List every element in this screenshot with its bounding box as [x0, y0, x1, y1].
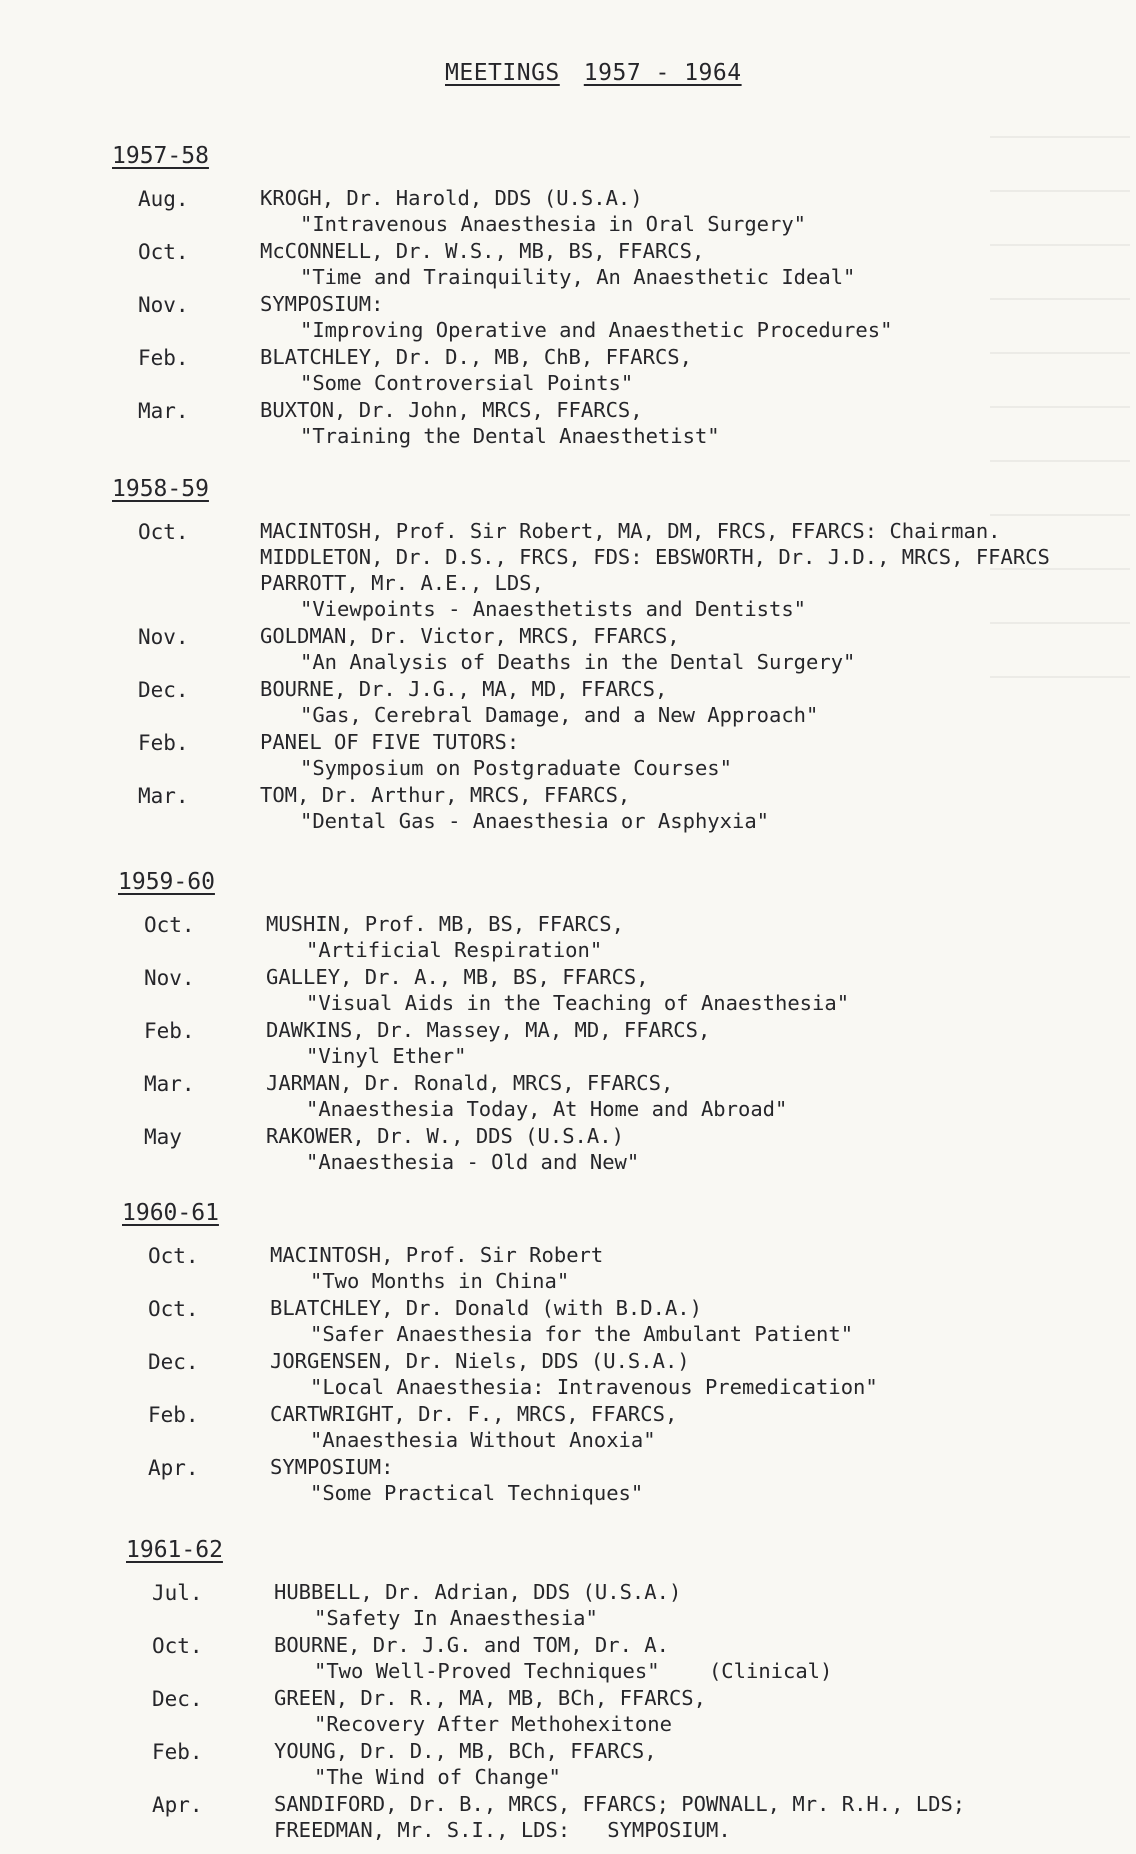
month-label: Feb. [144, 1019, 195, 1043]
topic-line: "Improving Operative and Anaesthetic Procedures" [300, 318, 893, 342]
topic-line: "Gas, Cerebral Damage, and a New Approach" [300, 703, 819, 727]
topic-line: "An Analysis of Deaths in the Dental Surgery" [300, 650, 856, 674]
speaker-line: JARMAN, Dr. Ronald, MRCS, FFARCS, [266, 1071, 674, 1095]
meeting-entry [110, 782, 1050, 834]
speaker-line: BLATCHLEY, Dr. D., MB, ChB, FFARCS, [260, 345, 692, 369]
month-label: Oct. [148, 1244, 199, 1268]
speaker-line: SANDIFORD, Dr. B., MRCS, FFARCS; POWNALL, Mr. R.H., LDS; [274, 1792, 966, 1816]
speaker-line: JORGENSEN, Dr. Niels, DDS (U.S.A.) [270, 1349, 690, 1373]
topic-line: "Local Anaesthesia: Intravenous Premedication" [310, 1375, 878, 1399]
month-label: Jul. [152, 1581, 203, 1605]
month-label: Feb. [138, 346, 189, 370]
speaker-line: YOUNG, Dr. D., MB, BCh, FFARCS, [274, 1739, 657, 1763]
year-section [110, 476, 1050, 835]
month-label: Feb. [152, 1740, 203, 1764]
meeting-entry [110, 397, 892, 449]
meeting-entry [110, 185, 892, 237]
meeting-entry [120, 1242, 878, 1294]
speaker-line: MIDDLETON, Dr. D.S., FRCS, FDS: EBSWORTH, Dr. J.D., MRCS, FFARCS [260, 545, 1050, 569]
topic-line: "Training the Dental Anaesthetist" [300, 424, 720, 448]
month-label: Feb. [148, 1403, 199, 1427]
year-heading: 1961-62 [126, 1537, 223, 1563]
meeting-entry [116, 964, 849, 1016]
topic-line: "Intravenous Anaesthesia in Oral Surgery" [300, 212, 807, 236]
year-heading: 1957-58 [112, 143, 209, 169]
year-section [120, 1200, 878, 1507]
speaker-line: MUSHIN, Prof. MB, BS, FFARCS, [266, 912, 624, 936]
meeting-entry [124, 1738, 965, 1790]
meeting-entry [124, 1632, 965, 1684]
speaker-line: FREEDMAN, Mr. S.I., LDS: SYMPOSIUM. [274, 1818, 731, 1842]
topic-line: "Dental Gas - Anaesthesia or Asphyxia" [300, 809, 769, 833]
page-title [445, 60, 742, 86]
topic-line: "Some Practical Techniques" [310, 1481, 644, 1505]
month-label: Mar. [144, 1072, 195, 1096]
meeting-entry [124, 1685, 965, 1737]
month-label: Mar. [138, 784, 189, 808]
year-heading: 1959-60 [118, 869, 215, 895]
speaker-line: GREEN, Dr. R., MA, MB, BCh, FFARCS, [274, 1686, 706, 1710]
topic-line: "Visual Aids in the Teaching of Anaesthesia" [306, 991, 850, 1015]
speaker-line: PANEL OF FIVE TUTORS: [260, 730, 520, 754]
topic-line: "Safer Anaesthesia for the Ambulant Patient" [310, 1322, 854, 1346]
topic-line: "Anaesthesia - Old and New" [306, 1150, 640, 1174]
topic-line: "Anaesthesia Today, At Home and Abroad" [306, 1097, 788, 1121]
month-label: Oct. [144, 913, 195, 937]
meeting-entry [116, 1017, 849, 1069]
topic-line: "Symposium on Postgraduate Courses" [300, 756, 732, 780]
speaker-line: RAKOWER, Dr. W., DDS (U.S.A.) [266, 1124, 624, 1148]
meeting-entry [120, 1348, 878, 1400]
speaker-line: DAWKINS, Dr. Massey, MA, MD, FFARCS, [266, 1018, 711, 1042]
topic-line: "Some Controversial Points" [300, 371, 634, 395]
month-label: Mar. [138, 399, 189, 423]
topic-line: "Vinyl Ether" [306, 1044, 467, 1068]
title-years: 1957 - 1964 [583, 60, 742, 86]
month-label: Nov. [138, 625, 189, 649]
month-label: Oct. [138, 520, 189, 544]
month-label: Aug. [138, 187, 189, 211]
year-heading: 1958-59 [112, 476, 209, 502]
meeting-entry [120, 1295, 878, 1347]
meeting-entry [124, 1791, 965, 1843]
topic-line: "Viewpoints - Anaesthetists and Dentists" [300, 597, 807, 621]
meeting-entry [116, 911, 849, 963]
meeting-entry [116, 1070, 849, 1122]
meeting-entry [110, 623, 1050, 675]
title-meetings: MEETINGS [445, 60, 560, 86]
meeting-entry [116, 1123, 849, 1175]
month-label: Nov. [138, 293, 189, 317]
topic-line: "Time and Trainquility, An Anaesthetic Ideal" [300, 265, 856, 289]
meeting-entry [110, 238, 892, 290]
month-label: Oct. [152, 1634, 203, 1658]
meeting-entry [124, 1579, 965, 1631]
speaker-line: BLATCHLEY, Dr. Donald (with B.D.A.) [270, 1296, 702, 1320]
meeting-entry [110, 729, 1050, 781]
month-label: Dec. [152, 1687, 203, 1711]
speaker-line: BOURNE, Dr. J.G. and TOM, Dr. A. [274, 1633, 669, 1657]
month-label: Dec. [148, 1350, 199, 1374]
speaker-line: SYMPOSIUM: [260, 292, 384, 316]
topic-line: "Recovery After Methohexitone [314, 1712, 672, 1736]
month-label: Oct. [138, 240, 189, 264]
speaker-line: PARROTT, Mr. A.E., LDS, [260, 571, 544, 595]
meeting-entry [110, 518, 1050, 622]
speaker-line: BOURNE, Dr. J.G., MA, MD, FFARCS, [260, 677, 668, 701]
month-label: Feb. [138, 731, 189, 755]
topic-line: "Safety In Anaesthesia" [314, 1606, 598, 1630]
speaker-line: MACINTOSH, Prof. Sir Robert, MA, DM, FRCS, FFARCS: Chairman. [260, 519, 1001, 543]
speaker-line: SYMPOSIUM: [270, 1455, 394, 1479]
meeting-entry [120, 1454, 878, 1506]
topic-line: "Artificial Respiration" [306, 938, 603, 962]
speaker-line: GOLDMAN, Dr. Victor, MRCS, FFARCS, [260, 624, 680, 648]
speaker-line: TOM, Dr. Arthur, MRCS, FFARCS, [260, 783, 631, 807]
month-label: Apr. [148, 1456, 199, 1480]
topic-line: "Two Well-Proved Techniques" (Clinical) [314, 1659, 833, 1683]
meeting-entry [110, 676, 1050, 728]
month-label: Dec. [138, 678, 189, 702]
year-section [116, 869, 849, 1176]
topic-line: "Anaesthesia Without Anoxia" [310, 1428, 656, 1452]
speaker-line: KROGH, Dr. Harold, DDS (U.S.A.) [260, 186, 643, 210]
month-label: Nov. [144, 966, 195, 990]
meeting-entry [120, 1401, 878, 1453]
year-section [124, 1537, 965, 1844]
year-heading: 1960-61 [122, 1200, 219, 1226]
speaker-line: BUXTON, Dr. John, MRCS, FFARCS, [260, 398, 643, 422]
meeting-entry [110, 344, 892, 396]
speaker-line: CARTWRIGHT, Dr. F., MRCS, FFARCS, [270, 1402, 678, 1426]
meeting-entry [110, 291, 892, 343]
speaker-line: HUBBELL, Dr. Adrian, DDS (U.S.A.) [274, 1580, 682, 1604]
speaker-line: GALLEY, Dr. A., MB, BS, FFARCS, [266, 965, 649, 989]
topic-line: "Two Months in China" [310, 1269, 570, 1293]
month-label: May [144, 1125, 182, 1149]
speaker-line: MACINTOSH, Prof. Sir Robert [270, 1243, 604, 1267]
speaker-line: McCONNELL, Dr. W.S., MB, BS, FFARCS, [260, 239, 705, 263]
month-label: Oct. [148, 1297, 199, 1321]
year-section [110, 143, 892, 450]
month-label: Apr. [152, 1793, 203, 1817]
topic-line: "The Wind of Change" [314, 1765, 561, 1789]
